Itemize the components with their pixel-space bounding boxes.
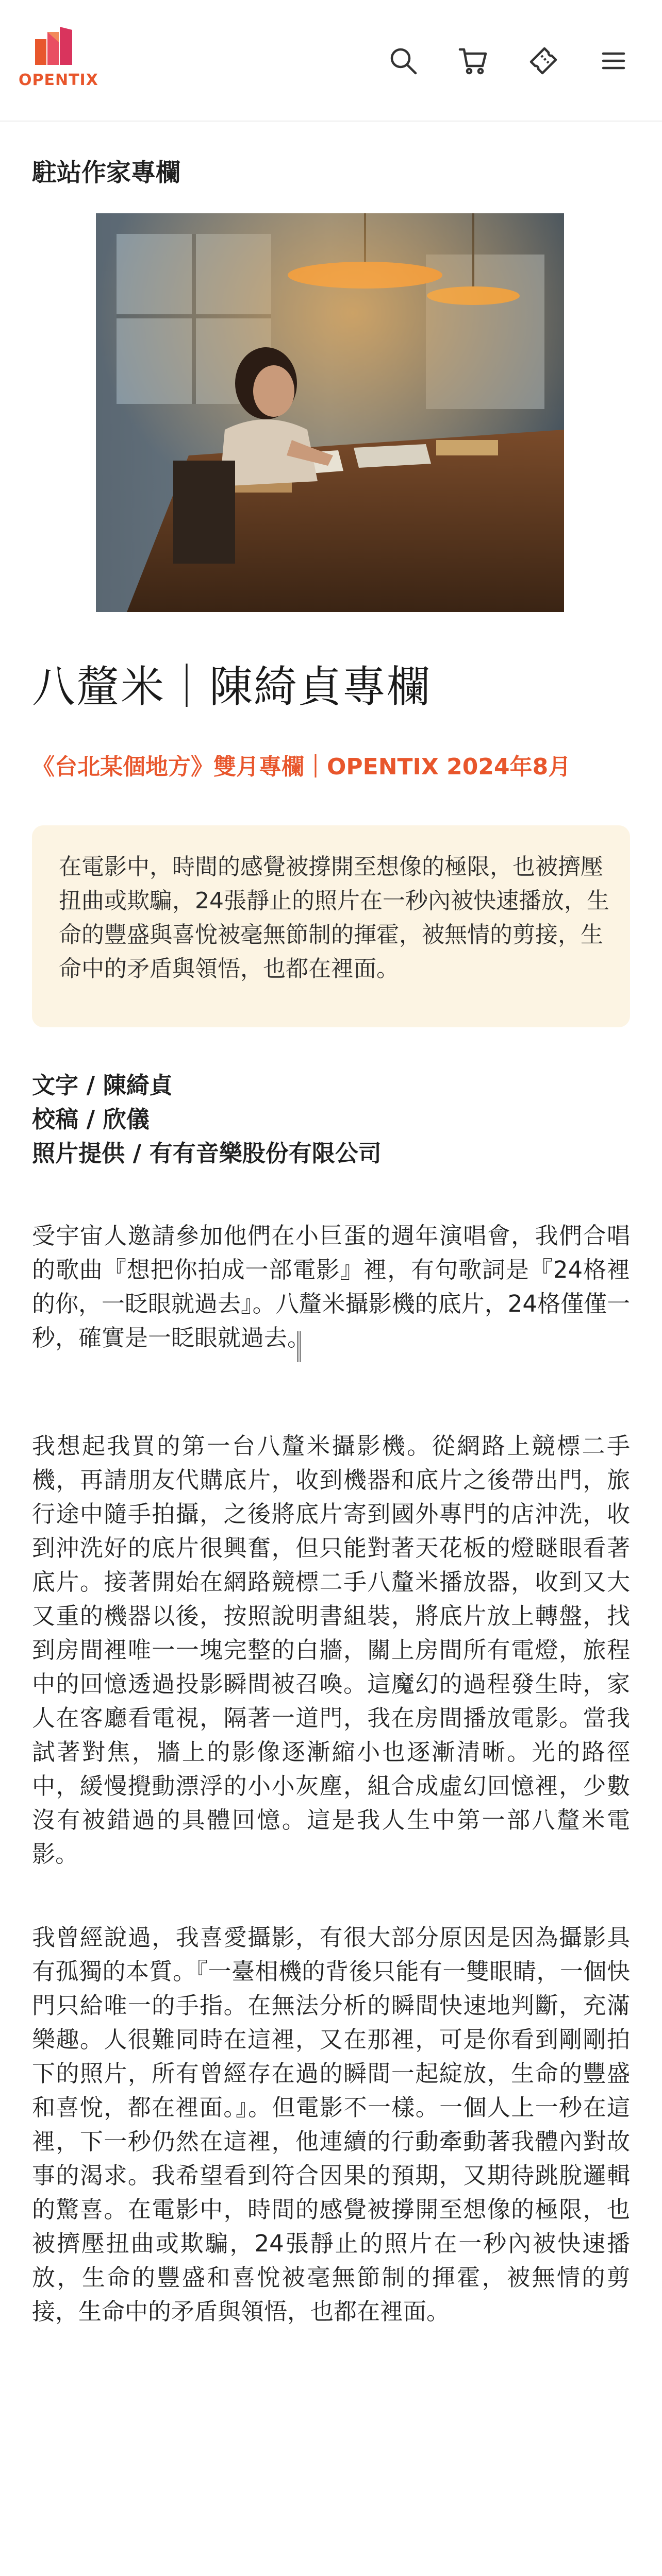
credit-author: 文字 / 陳綺貞	[32, 1072, 173, 1099]
search-button[interactable]	[382, 39, 425, 82]
menu-button[interactable]	[592, 39, 635, 82]
logo-text: OPENTIX	[19, 71, 98, 89]
opentix-logo-mark-icon	[33, 27, 74, 66]
cart-icon	[457, 44, 490, 77]
pull-quote: 在電影中，時間的感覺被撐開至想像的極限，也被擠壓扭曲或欺騙，24張靜止的照片在一秒內被快速播放，生命的豐盛與喜悅被毫無節制的揮霍，被無情的剪接，生命中的矛盾與領悟，也都在裡面。	[32, 825, 630, 1027]
paragraph-1: 受宇宙人邀請參加他們在小巨蛋的週年演唱會，我們合唱的歌曲『想把你拍成一部電影』裡，有句歌詞是『24格裡的你，一眨眼就過去』。八釐米攝影機的底片，24格僅僅一秒，確實是一眨眼就過去。	[32, 1222, 630, 1351]
header-actions	[382, 39, 635, 82]
top-navigation-bar	[0, 0, 662, 122]
series-info: 《台北某個地方》雙月專欄｜OPENTIX 2024年8月	[32, 754, 571, 780]
search-icon	[387, 44, 420, 77]
ticket-button[interactable]	[522, 39, 565, 82]
hero-photo	[96, 213, 564, 612]
section-label: 駐站作家專欄	[32, 158, 181, 187]
text-cursor-icon	[297, 1331, 301, 1362]
hero-illustration	[96, 213, 564, 612]
opentix-logo[interactable]	[19, 27, 98, 94]
ticket-icon	[527, 44, 560, 77]
credit-photo: 照片提供 / 有有音樂股份有限公司	[32, 1140, 382, 1167]
cart-button[interactable]	[452, 39, 495, 82]
paragraph-2: 我想起我買的第一台八釐米攝影機。從網路上競標二手機，再請朋友代購底片，收到機器和底片之後帶出門，旅行途中隨手拍攝，之後將底片寄到國外專門的店沖洗，收到沖洗好的底片很興奮，但只能對著天花板的燈瞇眼看著底片。接著開始在網路競標二手八釐米播放器，收到又大又重的機器以後，按照說明書組裝，將底片放上轉盤，找到房間裡唯一一塊完整的白牆，關上房間所有電燈，旅程中的回憶透過投影瞬間被召喚。這魔幻的過程發生時，家人在客廳看電視，隔著一道門，我在房間播放電影。當我試著對焦，牆上的影像逐漸縮小也逐漸清晰。光的路徑中，緩慢攪動漂浮的小小灰塵，組合成虛幻回憶裡，少數沒有被錯過的具體回憶。這是我人生中第一部八釐米電影。	[32, 1432, 630, 1868]
credits	[32, 1069, 630, 1171]
credit-proofreader: 校稿 / 欣儀	[32, 1106, 150, 1133]
menu-icon	[597, 44, 630, 77]
paragraph-3: 我曾經說過，我喜愛攝影，有很大部分原因是因為攝影具有孤獨的本質。『一臺相機的背後只能有一雙眼睛，一個快門只給唯一的手指。在無法分析的瞬間快速地判斷，充滿樂趣。人很難同時在這裡，又在那裡，可是你看到剛剛拍下的照片，所有曾經存在過的瞬間一起綻放，生命的豐盛和喜悅，都在裡面。』。但電影不一樣。一個人上一秒在這裡，下一秒仍然在這裡，他連續的行動牽動著我體內對故事的渴求。我希望看到符合因果的預期，又期待跳脫邏輯的驚喜。在電影中，時間的感覺被撐開至想像的極限，也被擠壓扭曲或欺騙，24張靜止的照片在一秒內被快速播放，生命的豐盛和喜悅被毫無節制的揮霍，被無情的剪接，生命中的矛盾與領悟，也都在裡面。	[32, 1924, 630, 2325]
article-title: 八釐米｜陳綺貞專欄	[32, 662, 432, 712]
